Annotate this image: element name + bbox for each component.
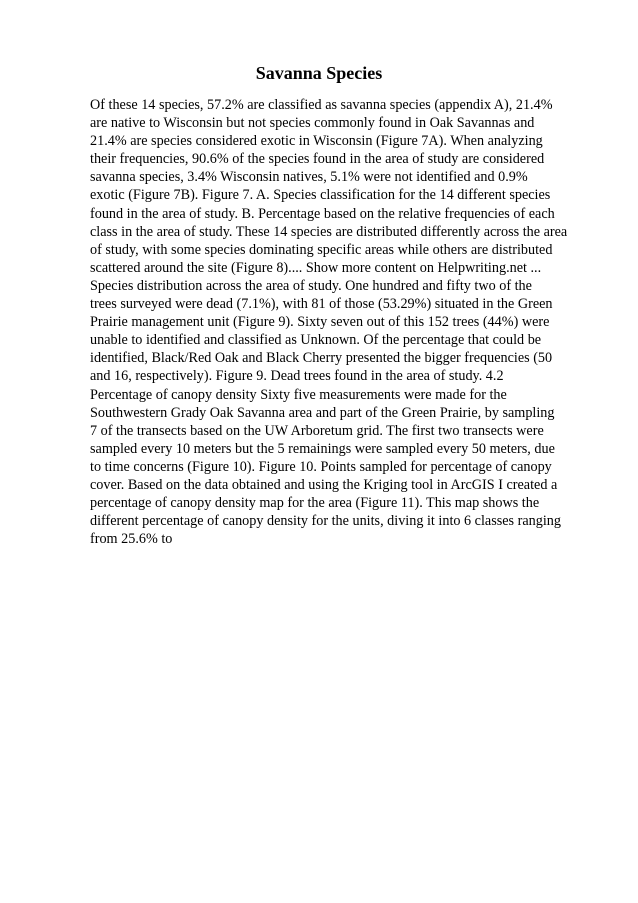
text-line: Southwestern Grady Oak Savanna area and part of the Green Prairie, by sampling (90, 404, 555, 421)
text-line: found in the area of study. B. Percentage based on the relative frequencies of each (90, 205, 555, 222)
text-line: Percentage of canopy density Sixty five measurements were made for the (90, 386, 507, 403)
text-line: Of these 14 species, 57.2% are classified as savanna species (appendix A), 21.4% (90, 97, 553, 113)
text-line: unable to identified and classified as Unknown. Of the percentage that could be (90, 332, 542, 349)
page-title: Savanna Species (255, 63, 383, 83)
text-line: and 16, respectively). Figure 9. Dead trees found in the area of study. 4.2 (90, 368, 504, 385)
text-line: class in the area of study. These 14 species are distributed differently across the area (90, 223, 568, 240)
text-line: from 25.6% to (90, 531, 173, 548)
text-line: scattered around the site (Figure 8).... Show more content on Helpwriting.net ... (90, 259, 542, 276)
text-line: are native to Wisconsin but not species commonly found in Oak Savannas and (90, 115, 535, 132)
text-line: Prairie management unit (Figure 9). Sixty seven out of this 152 trees (44%) were (90, 314, 550, 331)
text-line: of study, with some species dominating specific areas while others are distributed (90, 241, 553, 258)
text-line: savanna species, 3.4% Wisconsin natives, 5.1% were not identified and 0.9% (90, 169, 528, 186)
text-line: trees surveyed were dead (7.1%), with 81 of those (53.29%) situated in the Green (90, 296, 553, 313)
text-line: their frequencies, 90.6% of the species found in the area of study are considered (90, 151, 545, 168)
text-line: sampled every 10 meters but the 5 remainings were sampled every 50 meters, due (90, 440, 555, 457)
text-line: identified, Black/Red Oak and Black Cherry presented the bigger frequencies (50 (90, 350, 553, 367)
text-line: Species distribution across the area of study. One hundred and fifty two of the (90, 277, 532, 294)
text-line: exotic (Figure 7B). Figure 7. A. Species classification for the 14 different species (90, 187, 551, 204)
text-line: different percentage of canopy density for the units, diving it into 6 classes ranging (90, 513, 561, 530)
text-line: to time concerns (Figure 10). Figure 10. Points sampled for percentage of canopy (90, 458, 552, 475)
text-line: percentage of canopy density map for the area (Figure 11). This map shows the (90, 495, 540, 512)
text-line: 7 of the transects based on the UW Arboretum grid. The first two transects were (90, 422, 544, 439)
text-line: cover. Based on the data obtained and using the Kriging tool in ArcGIS I created a (90, 476, 558, 493)
text-line: 21.4% are species considered exotic in Wisconsin (Figure 7A). When analyzing (90, 133, 543, 150)
body-paragraph (90, 96, 568, 548)
